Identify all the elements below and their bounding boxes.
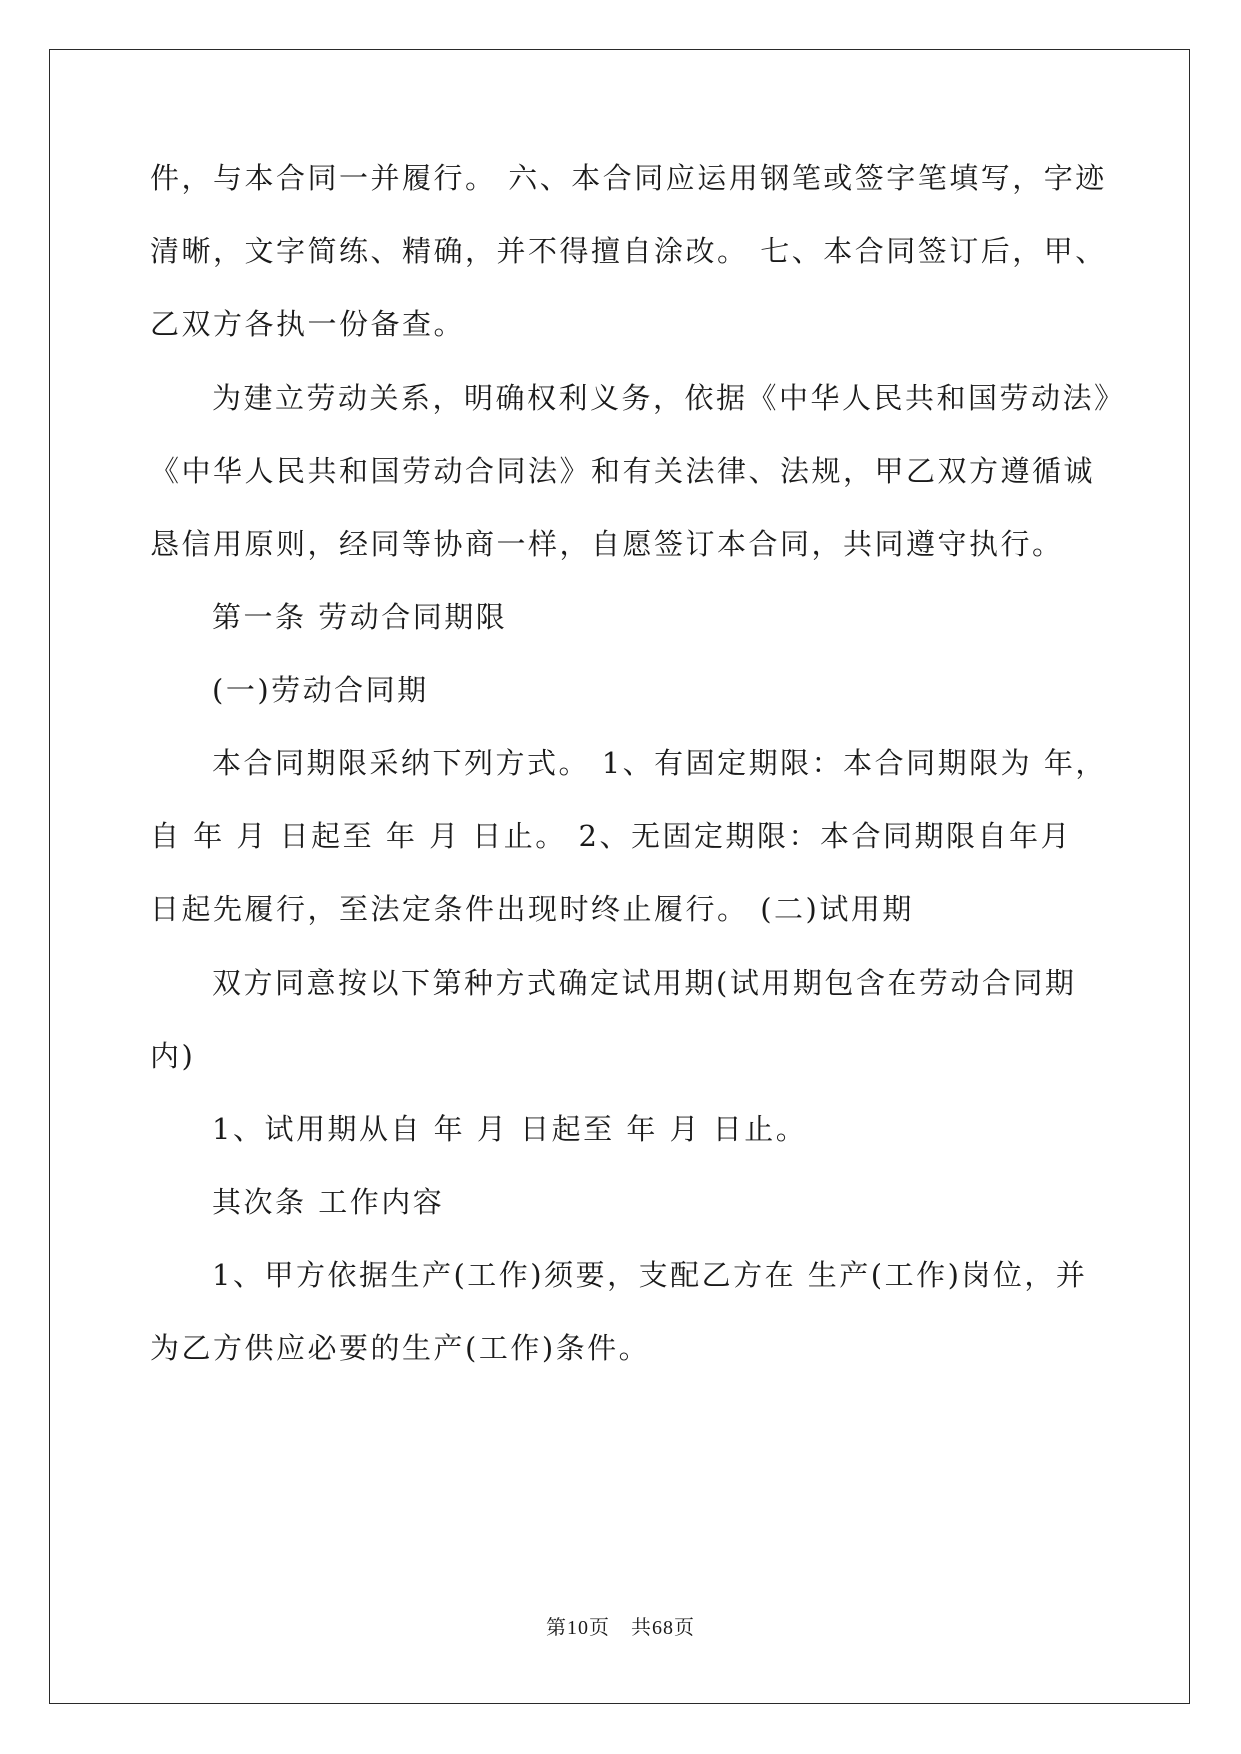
- page-number-footer: 第10页 共68页: [546, 1617, 695, 1639]
- text-line: 乙双方各执一份备查。: [150, 307, 466, 341]
- text-line: 1、试用期从自 年 月 日起至 年 月 日止。: [212, 1112, 808, 1146]
- text-line: 件，与本合同一并履行。 六、本合同应运用钢笔或签字笔填写，字迹: [150, 161, 1107, 195]
- page-border: [49, 49, 1190, 1704]
- text-line: 本合同期限采纳下列方式。 1、有固定期限：本合同期限为 年，: [212, 746, 1107, 780]
- text-line: 双方同意按以下第种方式确定试用期(试用期包含在劳动合同期: [212, 966, 1077, 1000]
- text-line: 为乙方供应必要的生产(工作)条件。: [150, 1331, 651, 1365]
- text-line: 恳信用原则，经同等协商一样，自愿签订本合同，共同遵守执行。: [150, 527, 1064, 561]
- text-line: 内): [150, 1039, 196, 1073]
- text-line: 清晰，文字简练、精确，并不得擅自涂改。 七、本合同签订后，甲、: [150, 234, 1107, 268]
- text-line: 《中华人民共和国劳动合同法》和有关法律、法规，甲乙双方遵循诚: [150, 454, 1096, 488]
- text-line: 自 年 月 日起至 年 月 日止。 2、无固定期限：本合同期限自年月: [150, 819, 1072, 853]
- section-heading: 第一条 劳动合同期限: [212, 600, 508, 634]
- text-line: 日起先履行，至法定条件出现时终止履行。 (二)试用期: [150, 892, 914, 926]
- text-line: 1、甲方依据生产(工作)须要，支配乙方在 生产(工作)岗位，并: [212, 1258, 1088, 1292]
- subsection-heading: (一)劳动合同期: [212, 673, 429, 707]
- text-line: 为建立劳动关系，明确权利义务，依据《中华人民共和国劳动法》: [212, 381, 1126, 415]
- section-heading: 其次条 工作内容: [212, 1185, 445, 1219]
